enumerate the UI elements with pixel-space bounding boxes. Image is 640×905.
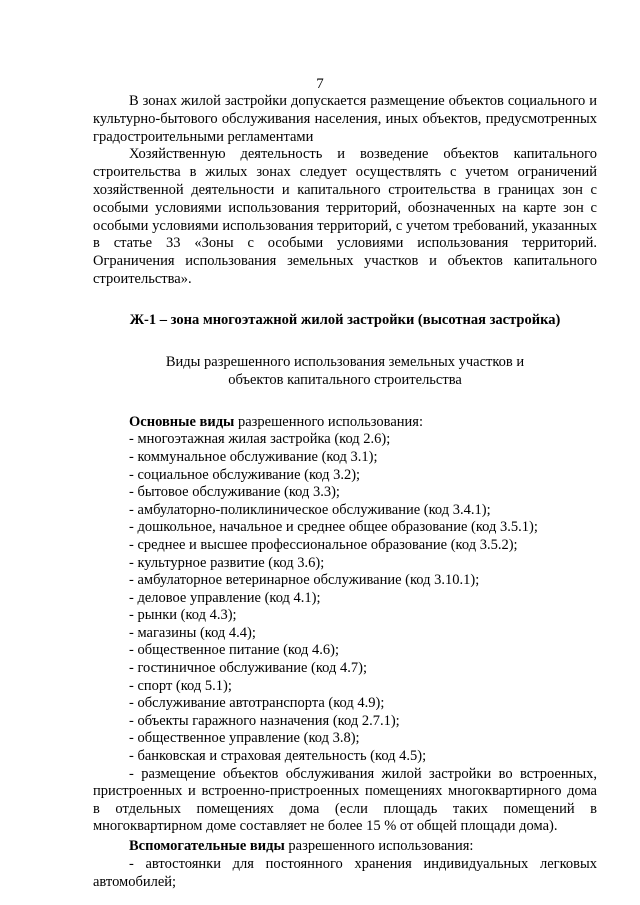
aux-uses-heading <box>129 837 597 855</box>
paragraph-1: В зонах жилой застройки допускается размещение объектов социального и культурно-бытового обслуживания населения, иных объектов, предусмотренных градостроительными регламентами <box>93 93 597 145</box>
list-item: - деловое управление (код 4.1); <box>129 589 321 606</box>
list-item: - банковская и страховая деятельность (код 4.5); <box>129 748 427 765</box>
list-item: - амбулаторное ветеринарное обслуживание (код 3.10.1); <box>129 572 480 589</box>
list-item: - среднее и высшее профессиональное образование (код 3.5.2); <box>129 536 518 553</box>
aux-list-item: - автостоянки для постоянного хранения индивидуальных легковых автомобилей; <box>93 856 597 891</box>
main-uses-heading-bold: Основные виды <box>129 413 235 430</box>
aux-uses-section <box>93 837 597 891</box>
list-item-long: - размещение объектов обслуживания жилой застройки во встроенных, пристроенных и встроенно-пристроенных помещениях многоквартирного дома в отдельных помещениях дома (если площадь таких помещений в многоквартирном доме составляет не более 15 % от общей площади дома). <box>93 765 597 835</box>
main-uses-heading <box>129 414 597 432</box>
subtitle-line-2: объектов капитального строительства <box>228 371 462 388</box>
subtitle <box>93 353 597 389</box>
page-number: 7 <box>316 76 324 92</box>
list-item: - спорт (код 5.1); <box>129 677 232 694</box>
list-item: - коммунальное обслуживание (код 3.1); <box>129 448 378 465</box>
subtitle-line-1: Виды разрешенного использования земельных участков и <box>165 353 525 370</box>
zone-title: Ж-1 – зона многоэтажной жилой застройки (высотная застройка) <box>129 311 561 328</box>
list-item: - амбулаторно-поликлиническое обслуживание (код 3.4.1); <box>129 501 491 518</box>
list-item: - дошкольное, начальное и среднее общее образование (код 3.5.1); <box>129 519 538 536</box>
list-item: - культурное развитие (код 3.6); <box>129 554 325 571</box>
list-item: - многоэтажная жилая застройка (код 2.6); <box>129 431 391 448</box>
main-uses-heading-rest: разрешенного использования: <box>234 413 423 430</box>
list-item: - обслуживание автотранспорта (код 4.9); <box>129 695 385 712</box>
list-item: - общественное управление (код 3.8); <box>129 730 360 747</box>
list-item: - магазины (код 4.4); <box>129 624 256 641</box>
list-item: - гостиничное обслуживание (код 4.7); <box>129 660 368 677</box>
list-item: - объекты гаражного назначения (код 2.7.1); <box>129 712 400 729</box>
list-item: - общественное питание (код 4.6); <box>129 642 340 659</box>
aux-uses-heading-rest: разрешенного использования: <box>284 838 474 855</box>
list-item: - бытовое обслуживание (код 3.3); <box>129 484 340 501</box>
aux-uses-heading-bold: Вспомогательные виды <box>129 838 285 855</box>
list-item: - рынки (код 4.3); <box>129 607 237 624</box>
paragraph-2: Хозяйственную деятельность и возведение объектов капитального строительства в жилых зонах следует осуществлять с учетом ограничений хозяйственной деятельности и капитального строительства в границах зон с особыми условиями использования территорий, обозначенных на карте зон с особыми условиями использования территорий, с учетом требований, указанных в статье 33 «Зоны с особыми условиями использования территорий. Ограничения использования земельных участков и объектов капитального строительства». <box>93 146 597 287</box>
list-item: - социальное обслуживание (код 3.2); <box>129 466 361 483</box>
page-content <box>93 93 597 891</box>
main-uses-section <box>93 414 597 836</box>
